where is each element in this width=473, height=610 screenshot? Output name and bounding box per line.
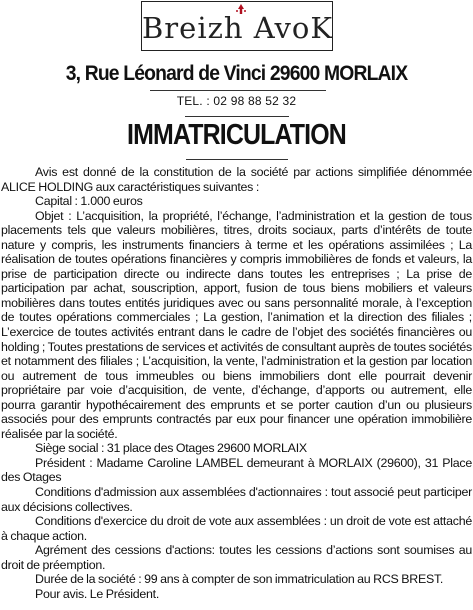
phone-number: TEL. : 02 98 88 52 32 [176, 94, 297, 108]
paragraph-admission-conditions: Conditions d'admission aux assemblées d'actionnaires : tout associé peut participer aux décisions collectives. [1, 485, 472, 514]
paragraph-object: Objet : L’acquisition, la propriété, l’échange, l’administration et la gestion de tous placements tels que valeurs mobilières, titres, droits sociaux, parts d’intérêts de toute nature y compris, les instruments financiers à terme et les opérations assimilées ; La réalisation de toutes opérations financières y compris immobilières de fonds et valeurs, la prise de participation directe ou indirecte dans toutes les entreprises ; La prise de participation par achat, souscription, apport, fusion de tous biens mobiliers et valeurs mobilières dans toutes entités juridiques avec ou sans personnalité morale, à l’exception de toutes opérations commerciales ; La gestion, l’animation et la direction des filiales ; L’exercice de toutes activités entrant dans le cadre de l’objet des sociétés financières ou holding ; Toutes prestations de services et activités de consultant auprès de toutes sociétés et notamment des filiales ; L’acquisition, la vente, l’administration et la gestion par location ou autrement de tous immeubles ou biens immobiliers dont elle pourrait devenir propriétaire par voie d’acquisition, de vente, d’échange, d’apports ou autrement, elle pourra garantir hypothécairement des emprunts et se porter caution d’un ou plusieurs associés pour des emprunts contractés par eux pour financer une opération immobilière réalisée par la société. [1, 208, 472, 441]
paragraph-voting-rights: Conditions d'exercice du droit de vote aux assemblées : un droit de vote est attaché à chaque action. [1, 514, 472, 543]
divider [185, 116, 289, 117]
page-title: IMMATRICULATION [127, 119, 346, 151]
logo-text: Breizh AvoK [142, 11, 334, 45]
paragraph-share-transfer: Agrément des cessions d'actions: toutes les cessions d’actions sont soumises au droit de préemption. [1, 543, 472, 572]
paragraph-registered-office: Siège social : 31 place des Otages 29600 MORLAIX [35, 441, 307, 456]
address: 3, Rue Léonard de Vinci 29600 MORLAIX [65, 62, 408, 85]
paragraph-capital: Capital : 1.000 euros [35, 194, 143, 209]
divider [186, 159, 288, 160]
divider [150, 90, 326, 91]
paragraph-president: Président : Madame Caroline LAMBEL demeurant à MORLAIX (29600), 31 Place des Otages [1, 455, 472, 485]
paragraph-duration: Durée de la société : 99 ans à compter de son immatriculation au RCS BREST. [35, 572, 444, 587]
paragraph-intro: Avis est donné de la constitution de la société par actions simplifiée dénommée ALICE HOLDING aux caractéristiques suivantes : [1, 165, 472, 194]
logo [141, 1, 333, 51]
notice-body [1, 165, 472, 601]
paragraph-signature: Pour avis. Le Président. [35, 586, 160, 601]
